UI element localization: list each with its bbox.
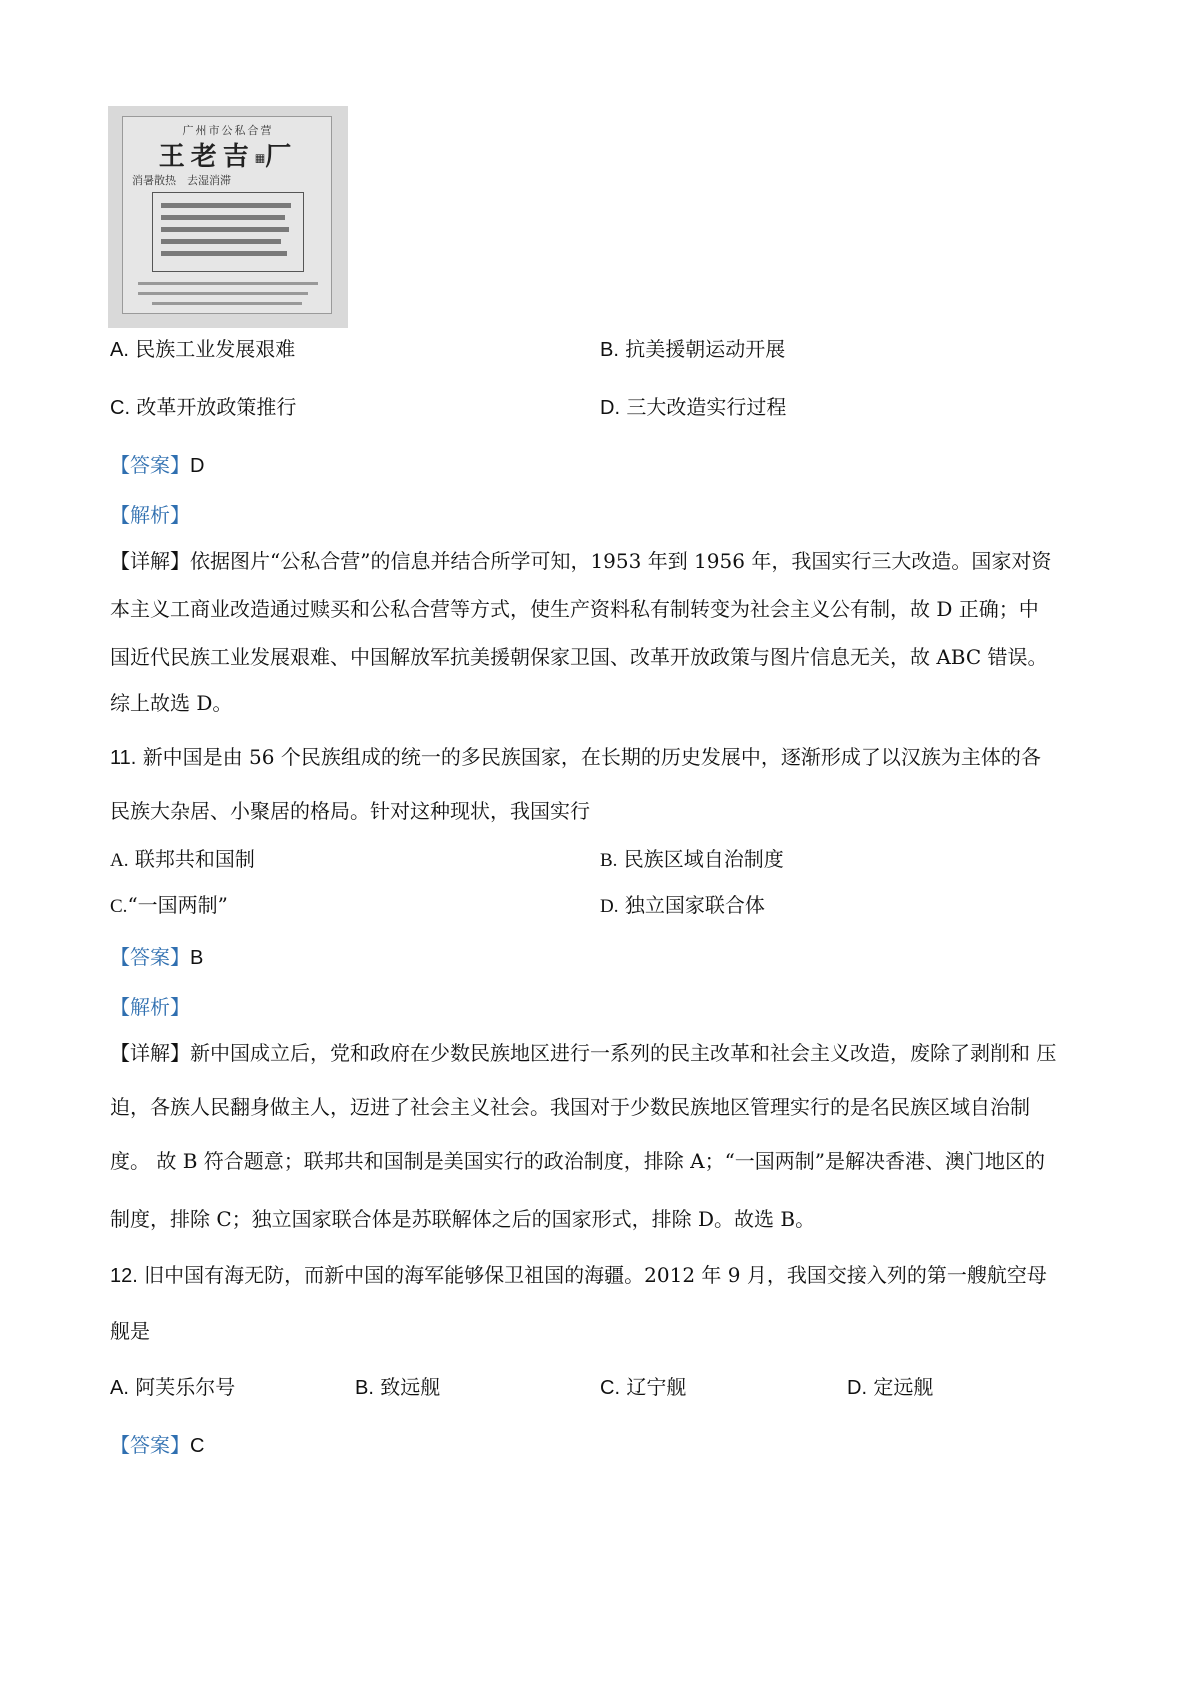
q10-option-d: D. 三大改造实行过程 [600,395,787,419]
q10-detail-line-4: 综上故选 D。 [110,691,233,715]
q12-stem-line-2: 舰是 [110,1319,150,1343]
q11-option-b: B. 民族区域自治制度 [600,847,784,871]
poster-brand: 王老吉▦厂 [158,142,298,172]
q11-detail-line-4: 制度，排除 C；独立国家联合体是苏联解体之后的国家形式，排除 D。故选 B。 [110,1207,816,1231]
q10-answer: 【答案】D [110,453,205,477]
poster-tagline: 消暑散热 去湿消滞 [132,174,231,187]
q11-option-a: A. 联邦共和国制 [110,847,255,871]
q11-answer: 【答案】B [110,945,204,969]
q11-detail-line-2: 迫，各族人民翻身做主人，迈进了社会主义社会。我国对于少数民族地区管理实行的是名民族区域自治制 [110,1095,1030,1119]
q12-answer: 【答案】C [110,1433,205,1457]
q11-option-d: D. 独立国家联合体 [600,893,765,917]
q10-detail-line-3: 国近代民族工业发展艰难、中国解放军抗美援朝保家卫国、改革开放政策与图片信息无关，故 ABC 错误。 [110,645,1048,669]
q12-option-c: C. 辽宁舰 [600,1375,687,1399]
q11-option-c: C.“一国两制” [110,893,228,917]
q11-stem-line-2: 民族大杂居、小聚居的格局。针对这种现状，我国实行 [110,799,590,823]
poster-top-text: 广州市公私合营 [182,124,274,137]
q11-analysis-label: 【解析】 [110,995,190,1019]
q11-stem-line-1: 11. 新中国是由 56 个民族组成的统一的多民族国家，在长期的历史发展中，逐渐形成了以汉族为主体的各 [110,745,1041,769]
q10-detail-line-1: 【详解】依据图片“公私合营”的信息并结合所学可知，1953 年到 1956 年，我国实行三大改造。国家对资 [110,549,1052,573]
poster-image [108,106,348,328]
q10-option-b: B. 抗美援朝运动开展 [600,337,786,361]
q10-detail-line-2: 本主义工商业改造通过赎买和公私合营等方式，使生产资料私有制转变为社会主义公有制，故 D 正确；中 [110,597,1039,621]
q12-option-d: D. 定远舰 [847,1375,934,1399]
poster-product-box [152,192,304,272]
q12-stem-line-1: 12. 旧中国有海无防，而新中国的海军能够保卫祖国的海疆。2012 年 9 月，我国交接入列的第一艘航空母 [110,1263,1047,1287]
q10-option-a: A. 民族工业发展艰难 [110,337,296,361]
q10-analysis-label: 【解析】 [110,503,190,527]
q12-option-b: B. 致远舰 [355,1375,441,1399]
q11-detail-line-1: 【详解】新中国成立后，党和政府在少数民族地区进行一系列的民主改革和社会主义改造，废除了剥削和 压 [110,1041,1057,1065]
q11-detail-line-3: 度。 故 B 符合题意；联邦共和国制是美国实行的政治制度，排除 A；“一国两制”是解决香港、澳门地区的 [110,1149,1046,1173]
q10-option-c: C. 改革开放政策推行 [110,395,297,419]
q12-option-a: A. 阿芙乐尔号 [110,1375,236,1399]
